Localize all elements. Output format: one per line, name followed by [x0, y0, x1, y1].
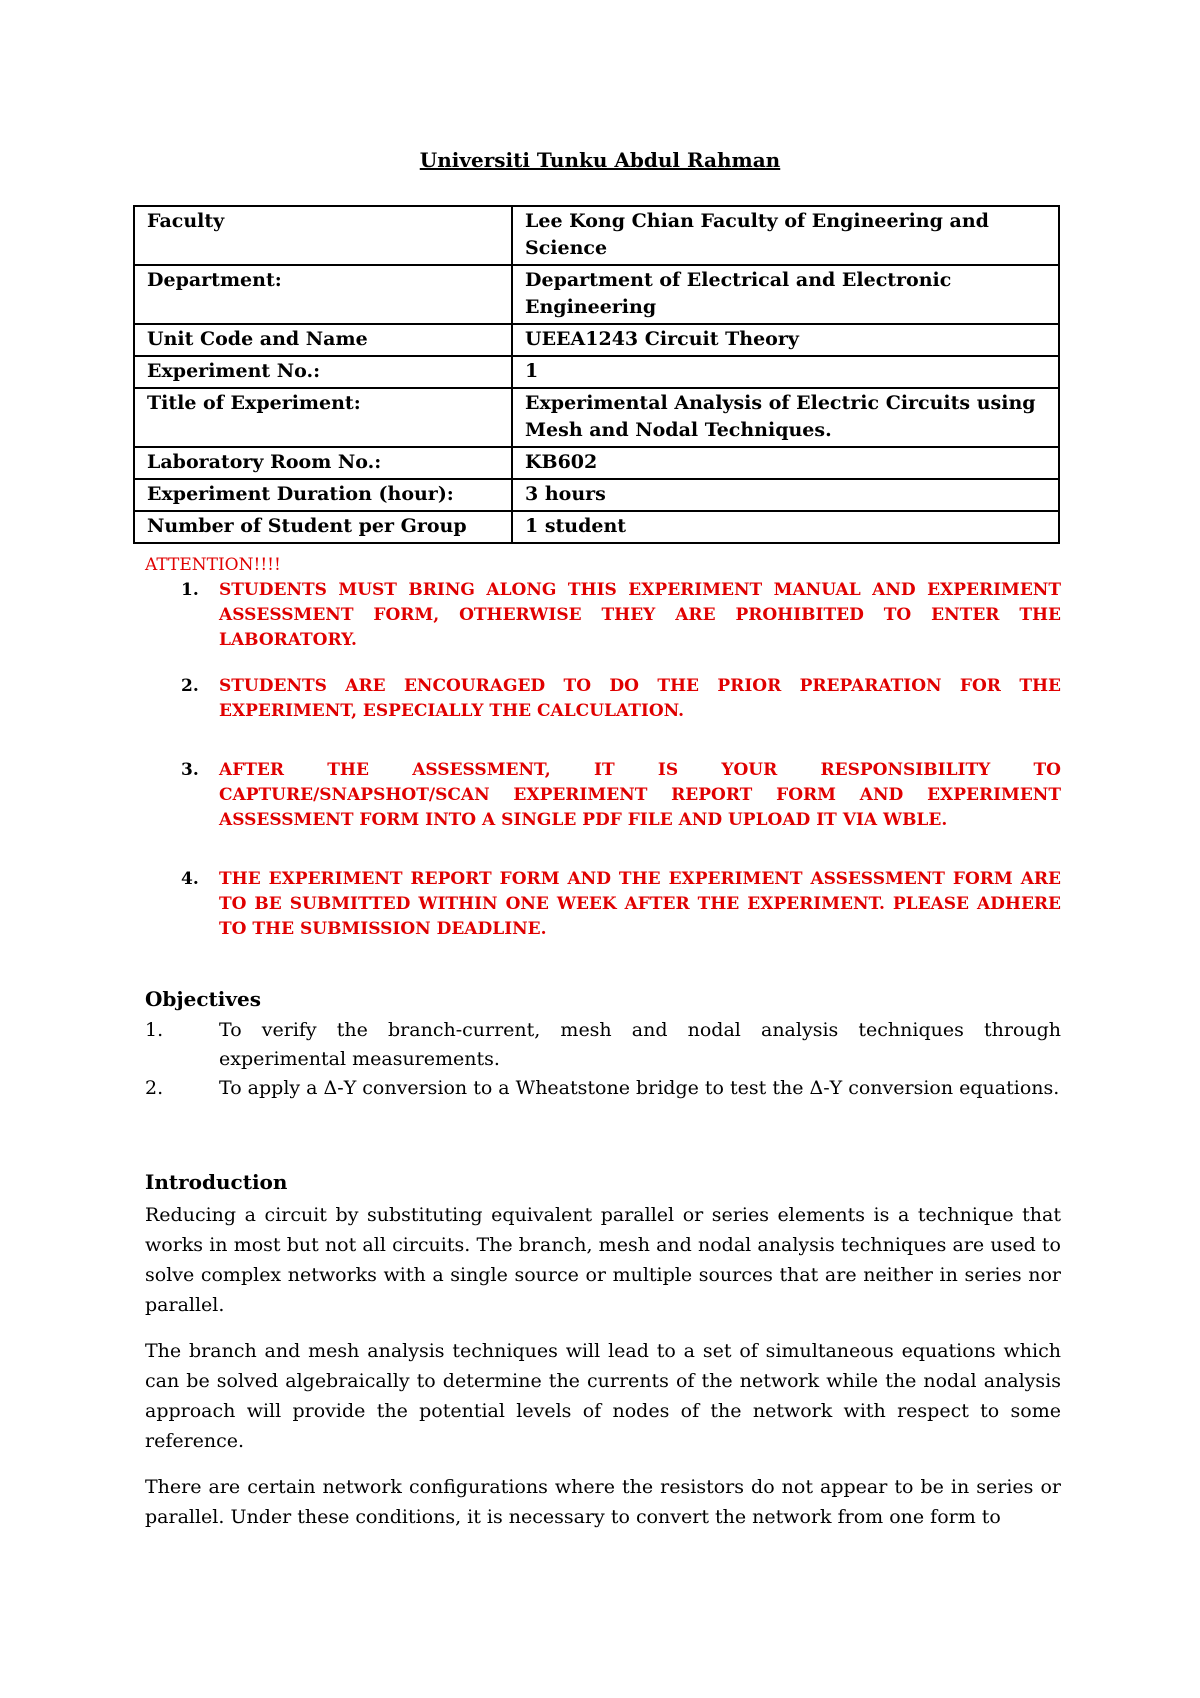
table-row [134, 479, 1059, 511]
list-item-text: STUDENTS MUST BRING ALONG THIS EXPERIMENT MANUAL AND EXPERIMENT ASSESSMENT FORM, OTHERWISE THEY ARE PROHIBITED TO ENTER THE LABORATORY. [219, 580, 1061, 650]
list-item-number: 2. [181, 676, 199, 696]
list-item-number: 3. [181, 760, 199, 780]
list-item [145, 867, 1061, 942]
list-item-text: To apply a Δ-Y conversion to a Wheatstone bridge to test the Δ-Y conversion equations. [219, 1077, 1060, 1099]
list-item-number: 2. [145, 1077, 164, 1099]
introduction-body [145, 1200, 1061, 1548]
list-item-number: 1. [145, 1019, 164, 1041]
table-row [134, 447, 1059, 479]
list-item-text: AFTER THE ASSESSMENT, IT IS YOUR RESPONSIBILITY TO CAPTURE/SNAPSHOT/SCAN EXPERIMENT REPORT FORM AND EXPERIMENT ASSESSMENT FORM INTO A SINGLE PDF FILE AND UPLOAD IT VIA WBLE. [219, 760, 1061, 830]
table-row [134, 356, 1059, 388]
duration-value: 3 hours [512, 479, 1059, 511]
attention-list [145, 578, 1061, 942]
objectives-list [145, 1016, 1061, 1103]
experiment-title-label: Title of Experiment: [134, 388, 512, 447]
list-item-number: 4. [181, 869, 199, 889]
duration-label: Experiment Duration (hour): [134, 479, 512, 511]
students-per-group-label: Number of Student per Group [134, 511, 512, 543]
list-item [145, 758, 1061, 833]
faculty-value: Lee Kong Chian Faculty of Engineering and Science [512, 206, 1059, 265]
list-item [145, 1074, 1061, 1103]
unit-code-value: UEEA1243 Circuit Theory [512, 324, 1059, 356]
faculty-label: Faculty [134, 206, 512, 265]
university-title: Universiti Tunku Abdul Rahman [419, 148, 781, 172]
table-row [134, 265, 1059, 324]
experiment-no-value: 1 [512, 356, 1059, 388]
list-item-text: THE EXPERIMENT REPORT FORM AND THE EXPERIMENT ASSESSMENT FORM ARE TO BE SUBMITTED WITHIN ONE WEEK AFTER THE EXPERIMENT. PLEASE ADHERE TO THE SUBMISSION DEADLINE. [219, 869, 1061, 939]
lab-room-label: Laboratory Room No.: [134, 447, 512, 479]
introduction-paragraph: There are certain network configurations where the resistors do not appear to be in series or parallel. Under these conditions, it is necessary to convert the network from one form to [145, 1476, 1061, 1528]
list-item [145, 578, 1061, 653]
list-item-number: 1. [181, 580, 199, 600]
attention-title: ATTENTION!!!! [145, 555, 281, 575]
unit-code-label: Unit Code and Name [134, 324, 512, 356]
introduction-paragraph: The branch and mesh analysis techniques will lead to a set of simultaneous equations which can be solved algebraically to determine the currents of the network while the nodal analysis approach will provide the potential levels of nodes of the network with respect to some reference. [145, 1340, 1061, 1452]
list-item-text: STUDENTS ARE ENCOURAGED TO DO THE PRIOR PREPARATION FOR THE EXPERIMENT, ESPECIALLY THE CALCULATION. [219, 676, 1061, 721]
objectives-heading: Objectives [145, 987, 261, 1011]
lab-room-value: KB602 [512, 447, 1059, 479]
students-per-group-value: 1 student [512, 511, 1059, 543]
experiment-title-value: Experimental Analysis of Electric Circuits using Mesh and Nodal Techniques. [512, 388, 1059, 447]
table-row [134, 511, 1059, 543]
experiment-no-label: Experiment No.: [134, 356, 512, 388]
introduction-heading: Introduction [145, 1170, 288, 1194]
department-label: Department: [134, 265, 512, 324]
table-row [134, 388, 1059, 447]
list-item-text: To verify the branch-current, mesh and nodal analysis techniques through experimental measurements. [219, 1019, 1061, 1070]
table-row [134, 206, 1059, 265]
table-row [134, 324, 1059, 356]
list-item [145, 674, 1061, 724]
introduction-paragraph: Reducing a circuit by substituting equivalent parallel or series elements is a technique that works in most but not all circuits. The branch, mesh and nodal analysis techniques are used to solve complex networks with a single source or multiple sources that are neither in series nor parallel. [145, 1204, 1061, 1316]
list-item [145, 1016, 1061, 1074]
experiment-info-table [133, 205, 1060, 544]
department-value: Department of Electrical and Electronic Engineering [512, 265, 1059, 324]
